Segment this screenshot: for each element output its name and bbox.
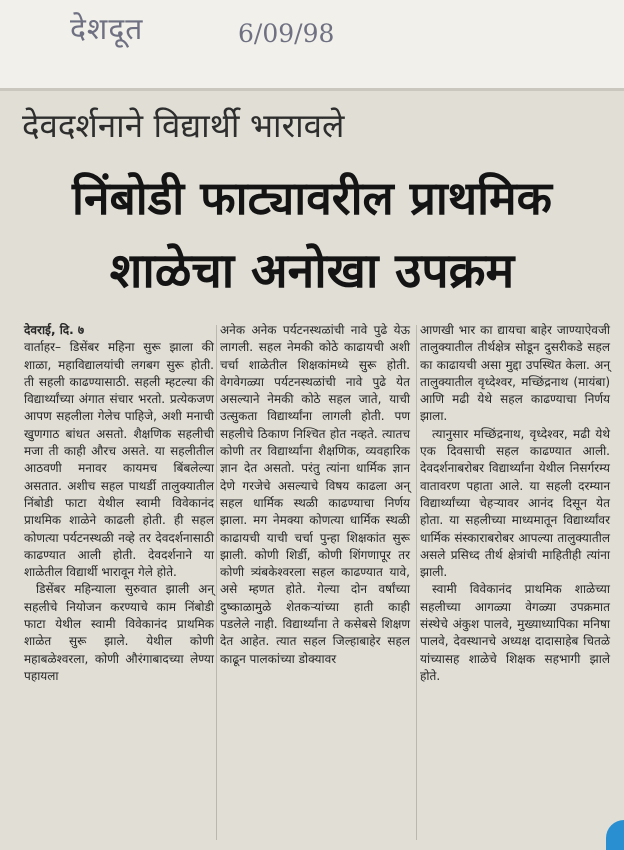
article-paragraph: स्वामी विवेकानंद प्राथमिक शाळेच्या सहलीच्या आगळ्या वेगळ्या उपक्रमात संस्थेचे अंकुश पालवे, मुख्याध्यापिका मनिषा पालवे, देवस्थानचे अध्यक्ष दादासाहेब चितळे यांच्यासह शाळेचे शिक्षक सहभागी झाले होते. xyxy=(420,582,610,683)
article-column-1 xyxy=(24,322,214,685)
handwritten-date: 6/09/98 xyxy=(238,19,335,48)
article-paragraph: डिसेंबर महिन्याला सुरुवात झाली अन् सहलीचे नियोजन करण्याचे काम निंबोडी फाटा येथील स्वामी विवेकानंद प्राथमिक शाळेत सुरू झाले. येथील कोणी महाबळेश्वरला, कोणी औरंगाबादच्या लेण्या पहायला xyxy=(24,582,214,683)
article-dateline: देवराई, दि. ७ xyxy=(24,323,85,337)
headline-line-1: निंबोडी फाट्यावरील प्राथमिक xyxy=(72,171,552,225)
clipping-top-edge xyxy=(0,88,624,91)
article-column-3 xyxy=(420,322,610,685)
article-paragraph: अनेक अनेक पर्यटनस्थळांची नावे पुढे येऊ लागली. सहल नेमकी कोठे काढायची अशी चर्चा शाळेतील शिक्षकांमध्ये सुरू होती. वेगवेगळ्या पर्यटनस्थळांची नावे पुढे येत असल्याने नेमकी कोठे सहल जाते, याची उत्सुकता विद्यार्थ्यांना लागली होती. पण सहलीचे ठिकाण निश्चित होत नव्हते. त्यातच कोणी तर विद्यार्थ्यांना शैक्षणिक, व्यवहारिक ज्ञान देत असतो. परंतु त्यांना धार्मिक ज्ञान देणे गरजेचे असल्याचे विषय काढला अन् सहल धार्मिक स्थळी काढण्याचा निर्णय झाला. मग नेमक्या कोणत्या धार्मिक स्थळी काढायची याची चर्चा पुन्हा शिक्षकांत सुरू झाली. कोणी शिर्डी, कोणी शिंगणापूर तर कोणी त्र्यंबकेश्वरला सहल काढण्यात यावे, असे म्हणत होते. गेल्या दोन वर्षांच्या दुष्काळामुळे शेतकऱ्यांच्या हाती काही पडलेले नाही. विद्यार्थ्यांना ते कसेबसे शिक्षण देत आहेत. त्यात सहल जिल्हाबाहेर सहल काढून पालकांच्या डोक्यावर xyxy=(220,323,410,666)
handwritten-source: देशदूत xyxy=(70,12,144,47)
article-kicker: देवदर्शनाने विद्यार्थी भारावले xyxy=(22,106,345,145)
article-column-2 xyxy=(220,322,410,668)
article-paragraph: वार्ताहर– डिसेंबर महिना सुरू झाला की शाळा, महाविद्यालयांची लगबग सुरू होती. ती सहली काढण्यासाठी. सहली म्हटल्या की विद्यार्थ्यांच्या अंगात संचार भरतो. प्रत्येकजण आपण सहलीला गेलेच पाहिजे, अशी मनाची खुणगाठ बांधत असतो. शैक्षणिक सहलीची मजा ती काही औरच असते. या सहलीतील आठवणी मनावर कायमच बिंबलेल्या असतात. अशीच सहल पाथर्डी तालुक्यातील निंबोडी फाटा येथील स्वामी विवेकानंद प्राथमिक शाळेने काढली होती. ही सहल कोणत्या पर्यटनस्थळी नव्हे तर देवदर्शनासाठी काढण्यात आली होती. देवदर्शनाने या शाळेतील विद्यार्थी भारावून गेले होते. xyxy=(24,340,214,580)
handwritten-note xyxy=(70,5,400,65)
article-paragraph: आणखी भार का द्यायचा बाहेर जाण्याऐवजी तालुक्यातील तीर्थक्षेत्र सोडून दुसरीकडे सहल का काढायची असा मुद्दा उपस्थित केला. अन् तालुक्यातील वृध्देश्वर, मच्छिंद्रनाथ (मायंबा) आणि मढी येथे सहल काढण्याचा निर्णय झाला. xyxy=(420,323,610,424)
headline-line-2: शाळेचा अनोखा उपक्रम xyxy=(109,243,515,299)
article-body xyxy=(24,322,614,842)
article-paragraph: त्यानुसार मच्छिंद्रनाथ, वृध्देश्वर, मढी येथे एक दिवसाची सहल काढण्यात आली. देवदर्शनाबरोबर विद्यार्थ्यांना येथील निसर्गरम्य वातावरण पहाता आले. या सहली दरम्यान विद्यार्थ्यांच्या चेहऱ्यावर आनंद दिसून येत होता. या सहलीच्या माध्यमातून विद्यार्थ्यांवर धार्मिक संस्काराबरोबर आपल्या तालुक्यातील असले प्रसिध्द तीर्थ क्षेत्रांची माहितीही त्यांना झाली. xyxy=(420,426,610,580)
